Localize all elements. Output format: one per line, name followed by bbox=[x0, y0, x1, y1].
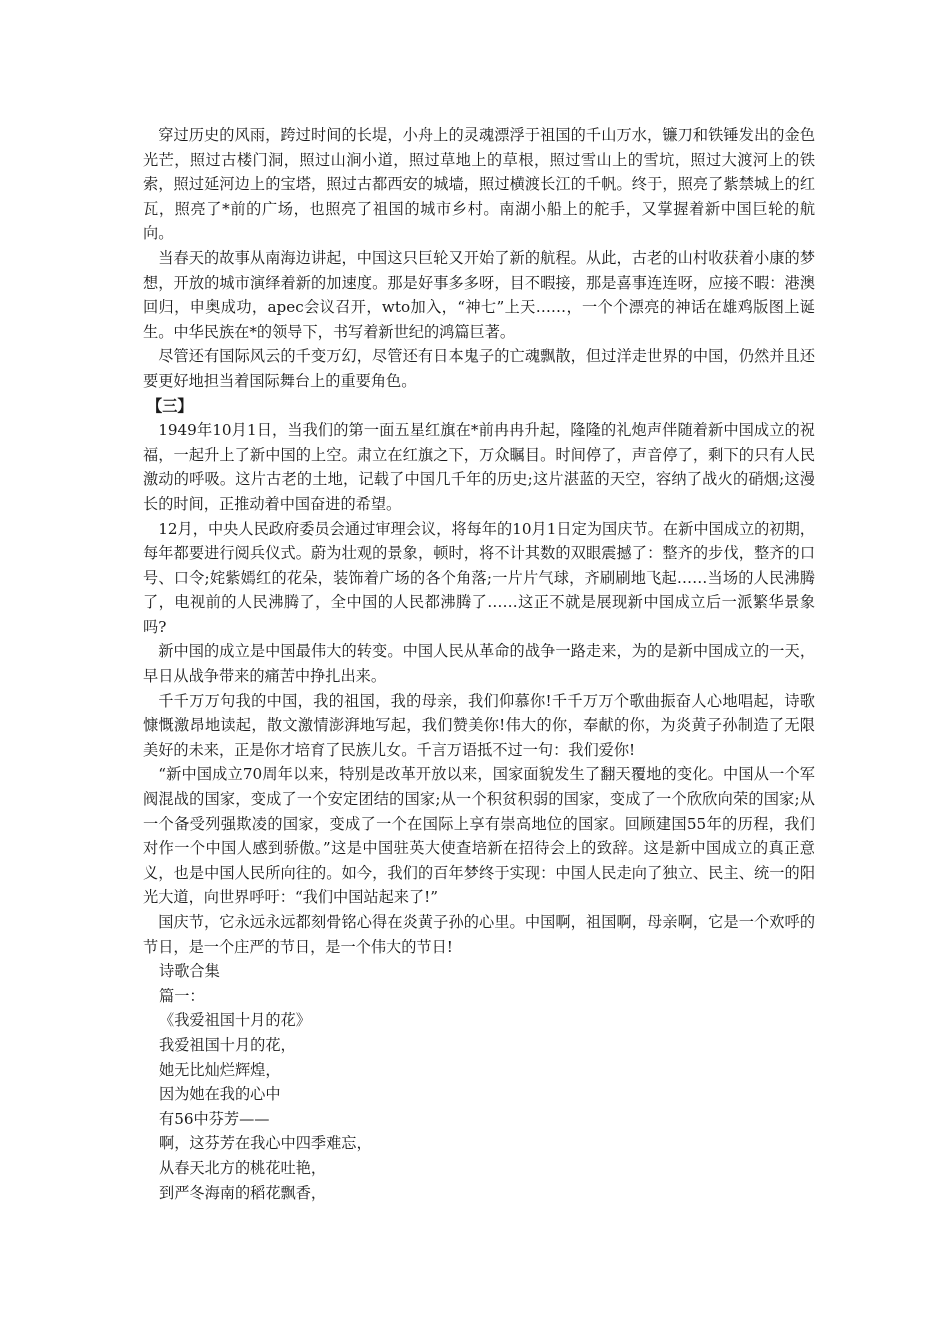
poem-line: 到严冬海南的稻花飘香， bbox=[159, 1183, 327, 1202]
poem-part-label: 篇一： bbox=[159, 986, 205, 1005]
poem-line: 因为她在我的心中 bbox=[159, 1085, 281, 1104]
paragraph: 尽管还有国际风云的千变万幻，尽管还有日本鬼子的亡魂飘散，但过洋走世界的中国，仍然并且还要更好地担当着国际舞台上的重要角色。 bbox=[143, 347, 815, 390]
document-body bbox=[143, 123, 815, 1205]
collection-title: 诗歌合集 bbox=[159, 962, 220, 981]
poem-line: 她无比灿烂辉煌， bbox=[159, 1060, 281, 1079]
paragraph: “新中国成立70周年以来，特别是改革开放以来，国家面貌发生了翻天覆地的变化。中国从一个军阀混战的国家，变成了一个安定团结的国家;从一个积贫积弱的国家，变成了一个欣欣向荣的国家;从一个备受列强欺凌的国家，变成了一个在国际上享有崇高地位的国家。回顾建国55年的历程，我们对作一个中国人感到骄傲。”这是中国驻英大使查培新在招待会上的致辞。这是新中国成立的真正意义，也是中国人民所向往的。如今，我们的百年梦终于实现：中国人民走向了独立、民主、统一的阳光大道，向世界呼吁：“我们中国站起来了!” bbox=[143, 765, 815, 907]
paragraph: 当春天的故事从南海边讲起，中国这只巨轮又开始了新的航程。从此，古老的山村收获着小康的梦想，开放的城市演绎着新的加速度。那是好事多多呀，目不暇接，那是喜事连连呀，应接不暇：港澳回归，申奥成功，apec会议召开，wto加入，“神七”上天……，一个个漂亮的神话在雄鸡版图上诞生。中华民族在*的领导下，书写着新世纪的鸿篇巨著。 bbox=[143, 248, 815, 341]
paragraph: 穿过历史的风雨，跨过时间的长堤，小舟上的灵魂漂浮于祖国的千山万水，镰刀和铁锤发出的金色光芒，照过古楼门洞，照过山涧小道，照过草地上的草根，照过雪山上的雪坑，照过大渡河上的铁索，照过延河边上的宝塔，照过古都西安的城墙，照过横渡长江的千帆。终于，照亮了紫禁城上的红瓦，照亮了*前的广场，也照亮了祖国的城市乡村。南湖小船上的舵手，又掌握着新中国巨轮的航向。 bbox=[143, 126, 815, 243]
paragraph: 千千万万句我的中国，我的祖国，我的母亲，我们仰慕你!千千万万个歌曲振奋人心地唱起，诗歌慷慨激昂地读起，散文激情澎湃地写起，我们赞美你!伟大的你，奉献的你，为炎黄子孙制造了无限美好的未来，正是你才培育了民族儿女。千言万语抵不过一句：我们爱你! bbox=[143, 691, 815, 759]
poem-line: 我爱祖国十月的花， bbox=[159, 1035, 296, 1054]
poem-line: 从春天北方的桃花吐艳， bbox=[159, 1158, 327, 1177]
paragraph: 12月，中央人民政府委员会通过审理会议，将每年的10月1日定为国庆节。在新中国成立的初期，每年都要进行阅兵仪式。蔚为壮观的景象，顿时，将不计其数的双眼震撼了：整齐的步伐，整齐的口号、口令;姹紫嫣红的花朵，装饰着广场的各个角落;一片片气球，齐刷刷地飞起……当场的人民沸腾了，电视前的人民沸腾了，全中国的人民都沸腾了……这正不就是展现新中国成立后一派繁华景象吗? bbox=[143, 519, 815, 636]
poem-line: 啊，这芬芳在我心中四季难忘， bbox=[159, 1134, 372, 1153]
section-heading: 【三】 bbox=[147, 396, 193, 415]
paragraph: 新中国的成立是中国最伟大的转变。中国人民从革命的战争一路走来，为的是新中国成立的一天，早日从战争带来的痛苦中挣扎出来。 bbox=[143, 642, 815, 686]
paragraph: 1949年10月1日，当我们的第一面五星红旗在*前冉冉升起，隆隆的礼炮声伴随着新中国成立的祝福，一起升上了新中国的上空。肃立在红旗之下，万众瞩目。时间停了，声音停了，剩下的只有人民激动的呼吸。这片古老的土地，记载了中国几千年的历史;这片湛蓝的天空，容纳了战火的硝烟;这漫长的时间，正推动着中国奋进的希望。 bbox=[143, 421, 815, 513]
poem-title: 《我爱祖国十月的花》 bbox=[159, 1011, 311, 1030]
poem-line: 有56中芬芳—— bbox=[159, 1109, 270, 1128]
paragraph: 国庆节，它永远永远都刻骨铭心得在炎黄子孙的心里。中国啊，祖国啊，母亲啊，它是一个欢呼的节日，是一个庄严的节日，是一个伟大的节日! bbox=[143, 913, 815, 956]
